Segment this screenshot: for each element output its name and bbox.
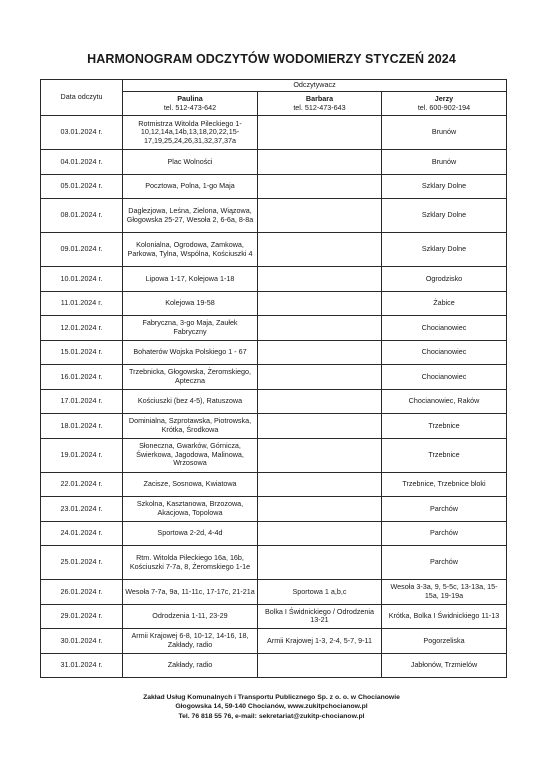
- paulina-cell: Bohaterów Wojska Polskiego 1 - 67: [123, 340, 258, 365]
- table-row: [41, 174, 507, 199]
- date-cell: 26.01.2024 r.: [41, 580, 123, 605]
- table-row: [41, 340, 507, 365]
- jerzy-cell: Szklary Dolne: [382, 199, 507, 233]
- jerzy-cell: Jabłonów, Trzmielów: [382, 653, 507, 678]
- paulina-cell: Rotmistrza Witolda Pileckiego 1-10,12,14a,14b,13,18,20,22,15-17,19,25,24,26,31,32,37,37a: [123, 116, 258, 150]
- schedule-table: [40, 79, 507, 678]
- barbara-cell: [258, 291, 382, 316]
- table-row: [41, 604, 507, 629]
- date-cell: 03.01.2024 r.: [41, 116, 123, 150]
- date-cell: 10.01.2024 r.: [41, 267, 123, 292]
- date-cell: 31.01.2024 r.: [41, 653, 123, 678]
- table-row: [41, 267, 507, 292]
- footer-contact: Tel. 76 818 55 76, e-mail: sekretariat@zukitp-chocianow.pl: [178, 712, 365, 720]
- paulina-cell: Dominialna, Szprotawska, Piotrowska, Krótka, Środkowa: [123, 414, 258, 439]
- barbara-cell: [258, 438, 382, 472]
- table-row: [41, 546, 507, 580]
- barbara-cell: [258, 150, 382, 175]
- jerzy-cell: Krótka, Bolka I Świdnickiego 11-13: [382, 604, 507, 629]
- table-row: [41, 580, 507, 605]
- paulina-cell: Odrodzenia 1-11, 23-29: [123, 604, 258, 629]
- date-cell: 11.01.2024 r.: [41, 291, 123, 316]
- barbara-cell: [258, 116, 382, 150]
- jerzy-cell: Szklary Dolne: [382, 233, 507, 267]
- table-row: [41, 521, 507, 546]
- reader-header-paulina: [123, 92, 258, 116]
- reader-header-jerzy: [382, 92, 507, 116]
- paulina-cell: Kościuszki (bez 4-5), Ratuszowa: [123, 389, 258, 414]
- table-row: [41, 199, 507, 233]
- table-row: [41, 438, 507, 472]
- paulina-cell: Daglezjowa, Leśna, Zielona, Wiązowa, Głogowska 25-27, Wesoła 2, 6-6a, 8-8a: [123, 199, 258, 233]
- jerzy-cell: Pogorzeliska: [382, 629, 507, 654]
- barbara-cell: [258, 389, 382, 414]
- date-cell: 04.01.2024 r.: [41, 150, 123, 175]
- jerzy-cell: Żabice: [382, 291, 507, 316]
- paulina-cell: Pocztowa, Polna, 1-go Maja: [123, 174, 258, 199]
- jerzy-cell: Trzebnice: [382, 438, 507, 472]
- company-footer: [0, 693, 543, 721]
- barbara-cell: Sportowa 1 a,b,c: [258, 580, 382, 605]
- jerzy-cell: Brunów: [382, 116, 507, 150]
- date-cell: 17.01.2024 r.: [41, 389, 123, 414]
- table-row: [41, 316, 507, 341]
- jerzy-cell: Chocianowiec: [382, 340, 507, 365]
- table-row: [41, 414, 507, 439]
- reader-name: Paulina: [177, 94, 203, 104]
- jerzy-cell: Trzebnice: [382, 414, 507, 439]
- date-cell: 09.01.2024 r.: [41, 233, 123, 267]
- paulina-cell: Wesoła 7-7a, 9a, 11-11c, 17-17c, 21-21a: [123, 580, 258, 605]
- date-cell: 29.01.2024 r.: [41, 604, 123, 629]
- table-row: [41, 150, 507, 175]
- reader-group-header: Odczytywacz: [123, 80, 507, 92]
- date-cell: 25.01.2024 r.: [41, 546, 123, 580]
- paulina-cell: Trzebnicka, Głogowska, Żeromskiego, Apteczna: [123, 365, 258, 390]
- table-row: [41, 233, 507, 267]
- date-cell: 16.01.2024 r.: [41, 365, 123, 390]
- jerzy-cell: Szklary Dolne: [382, 174, 507, 199]
- paulina-cell: Rtm. Witolda Pileckiego 16a, 16b, Kościuszki 7-7a, 8, Żeromskiego 1-1e: [123, 546, 258, 580]
- table-row: [41, 365, 507, 390]
- paulina-cell: Sportowa 2-2d, 4-4d: [123, 521, 258, 546]
- barbara-cell: [258, 472, 382, 497]
- paulina-cell: Zacisze, Sosnowa, Kwiatowa: [123, 472, 258, 497]
- date-cell: 08.01.2024 r.: [41, 199, 123, 233]
- date-cell: 18.01.2024 r.: [41, 414, 123, 439]
- paulina-cell: Kolejowa 19-58: [123, 291, 258, 316]
- reader-phone: tel. 600-902-194: [417, 102, 471, 112]
- barbara-cell: [258, 497, 382, 522]
- barbara-cell: [258, 233, 382, 267]
- barbara-cell: Bolka I Świdnickiego / Odrodzenia 13-21: [258, 604, 382, 629]
- table-row: [41, 116, 507, 150]
- barbara-cell: Armii Krajowej 1-3, 2-4, 5-7, 9-11: [258, 629, 382, 654]
- date-cell: 05.01.2024 r.: [41, 174, 123, 199]
- barbara-cell: [258, 340, 382, 365]
- date-cell: 15.01.2024 r.: [41, 340, 123, 365]
- reader-phone: tel. 512-473-642: [163, 102, 217, 112]
- footer-company-name: Zakład Usług Komunalnych i Transportu Publicznego Sp. z o. o. w Chocianowie: [143, 694, 400, 701]
- date-cell: 23.01.2024 r.: [41, 497, 123, 522]
- barbara-cell: [258, 653, 382, 678]
- barbara-cell: [258, 316, 382, 341]
- table-row: [41, 497, 507, 522]
- date-cell: 22.01.2024 r.: [41, 472, 123, 497]
- barbara-cell: [258, 365, 382, 390]
- barbara-cell: [258, 414, 382, 439]
- jerzy-cell: Parchów: [382, 546, 507, 580]
- footer-address: Głogowska 14, 59-140 Chocianów, www.zukitpchocianow.pl: [175, 703, 368, 711]
- paulina-cell: Szkolna, Kasztanowa, Brzozowa, Akacjowa, Topolowa: [123, 497, 258, 522]
- jerzy-cell: Parchów: [382, 521, 507, 546]
- paulina-cell: Zakłady, radio: [123, 653, 258, 678]
- date-cell: 12.01.2024 r.: [41, 316, 123, 341]
- date-cell: 19.01.2024 r.: [41, 438, 123, 472]
- jerzy-cell: Brunów: [382, 150, 507, 175]
- table-row: [41, 389, 507, 414]
- reader-phone: tel. 512-473-643: [293, 102, 346, 112]
- paulina-cell: Armii Krajowej 6-8, 10-12, 14-16, 18, Zakłady, radio: [123, 629, 258, 654]
- jerzy-cell: Chocianowiec: [382, 316, 507, 341]
- reader-name: Barbara: [305, 94, 334, 104]
- paulina-cell: Fabryczna, 3-go Maja, Zaułek Fabryczny: [123, 316, 258, 341]
- jerzy-cell: Ogrodzisko: [382, 267, 507, 292]
- barbara-cell: [258, 199, 382, 233]
- paulina-cell: Kolonialna, Ogrodowa, Zamkowa, Parkowa, Tylna, Wspólna, Kościuszki 4: [123, 233, 258, 267]
- table-row: [41, 291, 507, 316]
- jerzy-cell: Trzebnice, Trzebnice bloki: [382, 472, 507, 497]
- paulina-cell: Lipowa 1-17, Kolejowa 1-18: [123, 267, 258, 292]
- barbara-cell: [258, 546, 382, 580]
- barbara-cell: [258, 267, 382, 292]
- reader-name: Jerzy: [434, 94, 454, 104]
- date-cell: 24.01.2024 r.: [41, 521, 123, 546]
- jerzy-cell: Parchów: [382, 497, 507, 522]
- reader-header-barbara: [258, 92, 382, 116]
- barbara-cell: [258, 521, 382, 546]
- jerzy-cell: Chocianowiec, Raków: [382, 389, 507, 414]
- paulina-cell: Plac Wolności: [123, 150, 258, 175]
- date-column-header: Data odczytu: [41, 80, 123, 116]
- table-header-row: [41, 80, 507, 92]
- paulina-cell: Słoneczna, Gwarków, Górnicza, Świerkowa, Jagodowa, Malinowa, Wrzosowa: [123, 438, 258, 472]
- barbara-cell: [258, 174, 382, 199]
- table-row: [41, 472, 507, 497]
- jerzy-cell: Chocianowiec: [382, 365, 507, 390]
- date-cell: 30.01.2024 r.: [41, 629, 123, 654]
- table-row: [41, 629, 507, 654]
- jerzy-cell: Wesoła 3-3a, 9, 5-5c, 13-13a, 15-15a, 19-19a: [382, 580, 507, 605]
- page-title: HARMONOGRAM ODCZYTÓW WODOMIERZY STYCZEŃ 2024: [87, 52, 456, 66]
- table-row: [41, 653, 507, 678]
